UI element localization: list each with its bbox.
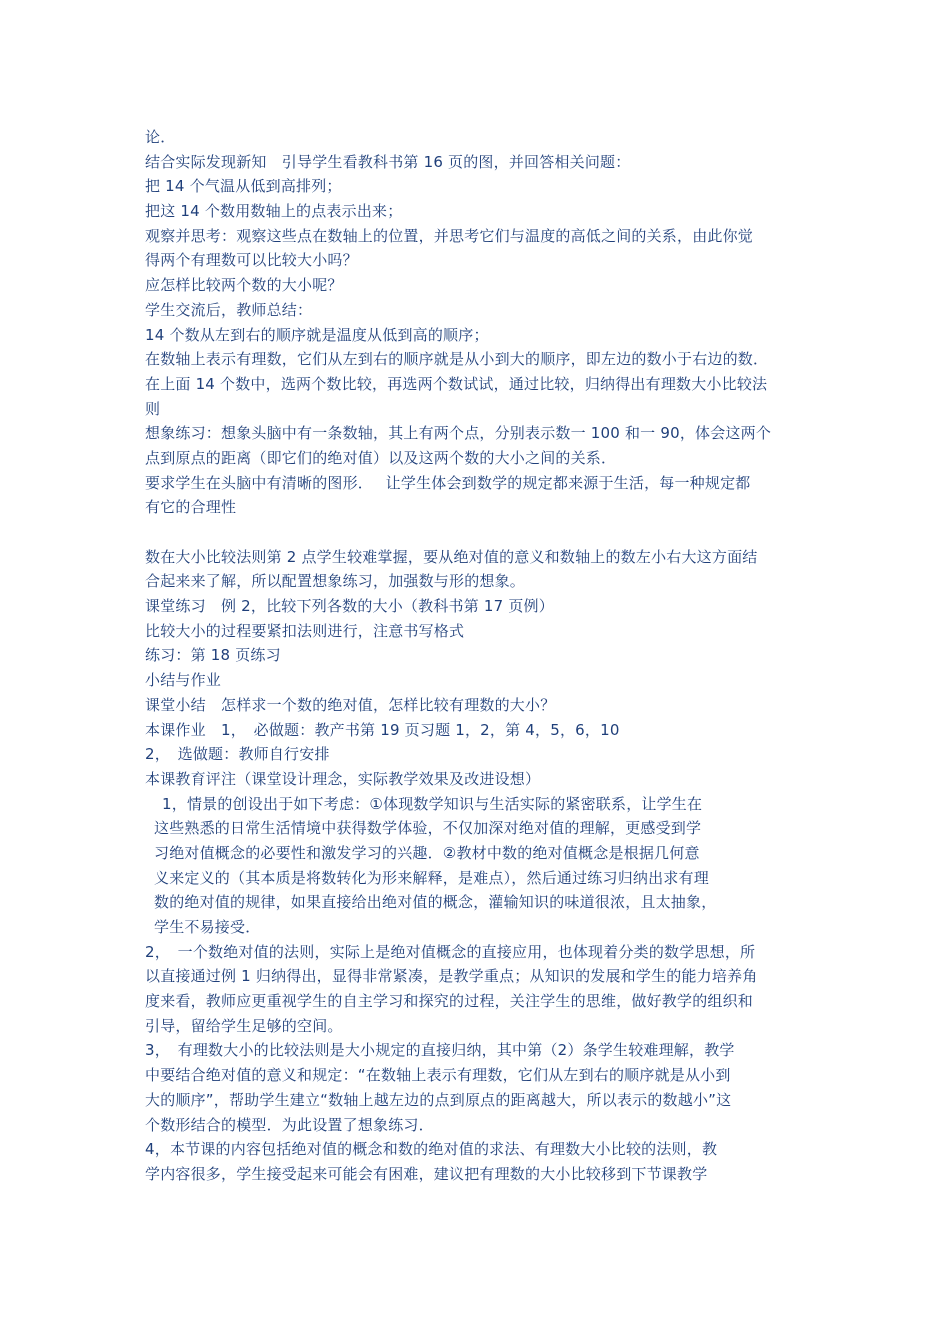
text-line: 学生交流后，教师总结： — [145, 300, 313, 319]
text-line: 本课教育评注（课堂设计理念，实际教学效果及改进设想） — [145, 769, 541, 788]
text-line: 中要结合绝对值的意义和规定：“在数轴上表示有理数，它们从左到右的顺序就是从小到 — [145, 1066, 731, 1085]
text-line: 习绝对值概念的必要性和激发学习的兴趣．②教材中数的绝对值概念是根据几何意 — [154, 843, 700, 862]
text-line: 本课作业 1， 必做题：教产书第 19 页习题 1，2，第 4，5，6，10 — [145, 720, 620, 739]
text-line: 课堂练习 例 2，比较下列各数的大小（教科书第 17 页例） — [145, 597, 554, 616]
text-line: 2， 选做题：教师自行安排 — [145, 745, 330, 764]
text-line: 义来定义的（其本质是将数转化为形来解释，是难点），然后通过练习归纳出求有理 — [154, 868, 709, 887]
text-line: 论． — [145, 128, 176, 146]
text-line: 把 14 个气温从低到高排列； — [145, 177, 342, 196]
text-line: 点到原点的距离（即它们的绝对值）以及这两个数的大小之间的关系． — [145, 448, 617, 467]
text-line: 3， 有理数大小的比较法则是大小规定的直接归纳，其中第（2）条学生较难理解，教学 — [145, 1041, 735, 1060]
text-line: 比较大小的过程要紧扣法则进行，注意书写格式 — [145, 621, 465, 640]
text-line: 应怎样比较两个数的大小呢？ — [145, 276, 343, 295]
text-line: 把这 14 个数用数轴上的点表示出来； — [145, 202, 403, 221]
text-line: 有它的合理性 — [145, 498, 237, 517]
text-line: 大的顺序”，帮助学生建立“数轴上越左边的点到原点的距离越大，所以表示的数越小”这 — [145, 1090, 732, 1109]
text-line: 得两个有理数可以比较大小吗？ — [145, 251, 358, 270]
text-line: 4，本节课的内容包括绝对值的概念和数的绝对值的求法、有理数大小比较的法则，教 — [145, 1140, 718, 1159]
text-line: 观察并思考：观察这些点在数轴上的位置，并思考它们与温度的高低之间的关系，由此你觉 — [145, 226, 754, 245]
text-line: 要求学生在头脑中有清晰的图形． 让学生体会到数学的规定都来源于生活，每一种规定都 — [145, 473, 751, 492]
text-line: 14 个数从左到右的顺序就是温度从低到高的顺序； — [145, 325, 489, 344]
blank-line — [145, 520, 825, 545]
text-line: 学内容很多，学生接受起来可能会有困难，建议把有理数的大小比较移到下节课教学 — [145, 1164, 708, 1183]
text-line: 个数形结合的模型．为此设置了想象练习． — [145, 1115, 434, 1134]
text-line: 2， 一个数绝对值的法则，实际上是绝对值概念的直接应用，也体现着分类的数学思想，所 — [145, 942, 756, 961]
text-line: 课堂小结 怎样求一个数的绝对值，怎样比较有理数的大小？ — [145, 695, 556, 714]
text-line: 引导，留给学生足够的空间。 — [145, 1016, 343, 1035]
text-line: 在数轴上表示有理数，它们从左到右的顺序就是从小到大的顺序，即左边的数小于右边的数． — [145, 350, 769, 369]
text-line: 以直接通过例 1 归纳得出，显得非常紧凑，是教学重点；从知识的发展和学生的能力培养角 — [145, 967, 758, 986]
text-line: 在上面 14 个数中，选两个数比较，再选两个数试试，通过比较，归纳得出有理数大小比较法 — [145, 374, 768, 393]
text-line: 1，情景的创设出于如下考虑：①体现数学知识与生活实际的紧密联系，让学生在 — [162, 794, 703, 813]
text-line: 学生不易接受． — [154, 918, 261, 936]
text-line: 合起来来了解，所以配置想象练习，加强数与形的想象。 — [145, 572, 526, 591]
text-line: 则 — [145, 399, 161, 418]
text-line: 这些熟悉的日常生活情境中获得数学体验，不仅加深对绝对值的理解，更感受到学 — [154, 819, 702, 838]
text-line: 想象练习：想象头脑中有一条数轴，其上有两个点，分别表示数一 100 和一 90，体会这两个 — [145, 424, 772, 443]
text-line: 结合实际发现新知 引导学生看教科书第 16 页的图，并回答相关问题： — [145, 152, 631, 171]
text-line: 数的绝对值的规律，如果直接给出绝对值的概念，灌输知识的味道很浓，且太抽象， — [154, 893, 717, 912]
text-line: 数在大小比较法则第 2 点学生较难掌握，要从绝对值的意义和数轴上的数左小右大这方面结 — [145, 547, 758, 566]
text-line: 小结与作业 — [145, 671, 222, 690]
document-body — [145, 125, 825, 1187]
text-line: 练习：第 18 页练习 — [145, 646, 281, 665]
text-line: 度来看，教师应更重视学生的自主学习和探究的过程，关注学生的思维，做好教学的组织和 — [145, 992, 754, 1011]
